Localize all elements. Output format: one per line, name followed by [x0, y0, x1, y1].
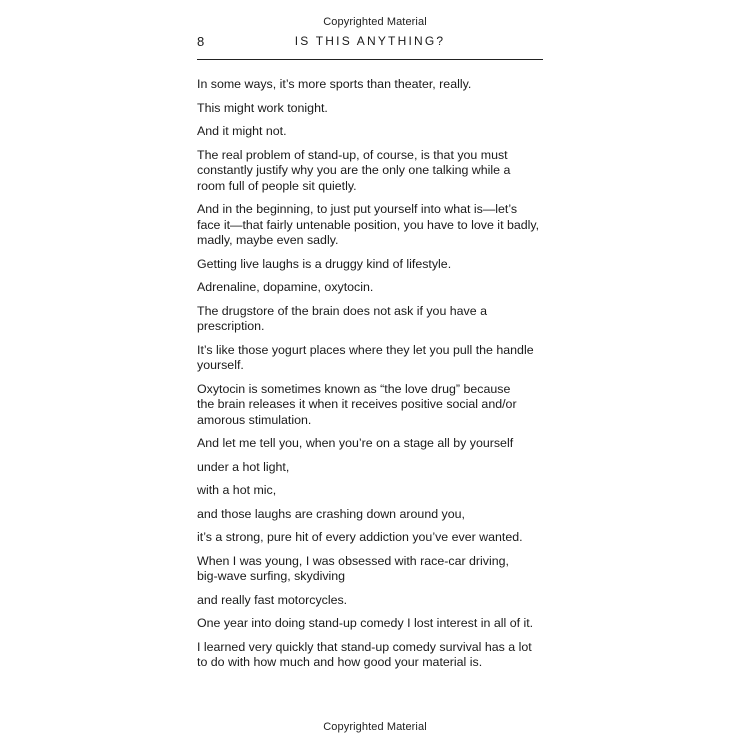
- text-line: The real problem of stand-up, of course, is that you must: [197, 147, 508, 162]
- paragraph: [197, 77, 547, 93]
- text-line: under a hot light,: [197, 459, 290, 474]
- paragraph: [197, 554, 547, 585]
- text-line: And it might not.: [197, 124, 287, 138]
- running-title: IS THIS ANYTHING?: [294, 34, 446, 48]
- text-line: In some ways, it’s more sports than theater, really.: [197, 77, 472, 91]
- text-line: to do with how much and how good your material is.: [197, 655, 483, 669]
- text-line: Oxytocin is sometimes known as “the love drug” because: [197, 381, 511, 396]
- text-line: When I was young, I was obsessed with race-car driving,: [197, 553, 509, 568]
- paragraph: [197, 148, 547, 195]
- paragraph: [197, 124, 547, 140]
- text-line: with a hot mic,: [197, 483, 277, 497]
- copyright-watermark-top: Copyrighted Material: [323, 16, 427, 28]
- text-line: Getting live laughs is a druggy kind of lifestyle.: [197, 256, 452, 271]
- paragraph: [197, 436, 547, 452]
- paragraph: [197, 257, 547, 273]
- paragraph: [197, 304, 547, 335]
- paragraph: [197, 483, 547, 499]
- text-line: I learned very quickly that stand-up comedy survival has a lot: [197, 639, 532, 654]
- copyright-watermark-bottom: Copyrighted Material: [323, 721, 427, 733]
- text-line: madly, maybe even sadly.: [197, 233, 339, 247]
- paragraph: [197, 280, 547, 296]
- paragraph: [197, 101, 547, 117]
- paragraph: [197, 343, 547, 374]
- paragraph: [197, 202, 547, 249]
- text-line: And let me tell you, when you’re on a stage all by yourself: [197, 436, 514, 450]
- text-line: amorous stimulation.: [197, 412, 312, 427]
- text-line: the brain releases it when it receives positive social and/or: [197, 397, 517, 411]
- paragraph: [197, 460, 547, 476]
- text-line: yourself.: [197, 358, 244, 372]
- text-line: face it—that fairly untenable position, you have to love it badly,: [197, 217, 540, 232]
- page-number: 8: [197, 34, 205, 49]
- text-line: and really fast motorcycles.: [197, 592, 348, 607]
- text-line: constantly justify why you are the only one talking while a: [197, 163, 511, 177]
- body-text: [197, 77, 547, 679]
- header-rule: [197, 59, 543, 60]
- text-line: prescription.: [197, 319, 265, 333]
- paragraph: [197, 593, 547, 609]
- text-line: It’s like those yogurt places where they let you pull the handle: [197, 342, 534, 357]
- running-head: [197, 34, 543, 54]
- text-line: The drugstore of the brain does not ask if you have a: [197, 303, 487, 318]
- paragraph: [197, 382, 547, 429]
- paragraph: [197, 616, 547, 632]
- text-line: And in the beginning, to just put yourself into what is—let’s: [197, 202, 518, 216]
- text-line: One year into doing stand-up comedy I lost interest in all of it.: [197, 616, 534, 630]
- text-line: it’s a strong, pure hit of every addiction you’ve ever wanted.: [197, 530, 523, 544]
- text-line: Adrenaline, dopamine, oxytocin.: [197, 280, 374, 294]
- text-line: big-wave surfing, skydiving: [197, 569, 346, 583]
- text-line: This might work tonight.: [197, 100, 328, 115]
- paragraph: [197, 640, 547, 671]
- paragraph: [197, 530, 547, 546]
- text-line: room full of people sit quietly.: [197, 178, 357, 193]
- text-line: and those laughs are crashing down around you,: [197, 506, 465, 521]
- paragraph: [197, 507, 547, 523]
